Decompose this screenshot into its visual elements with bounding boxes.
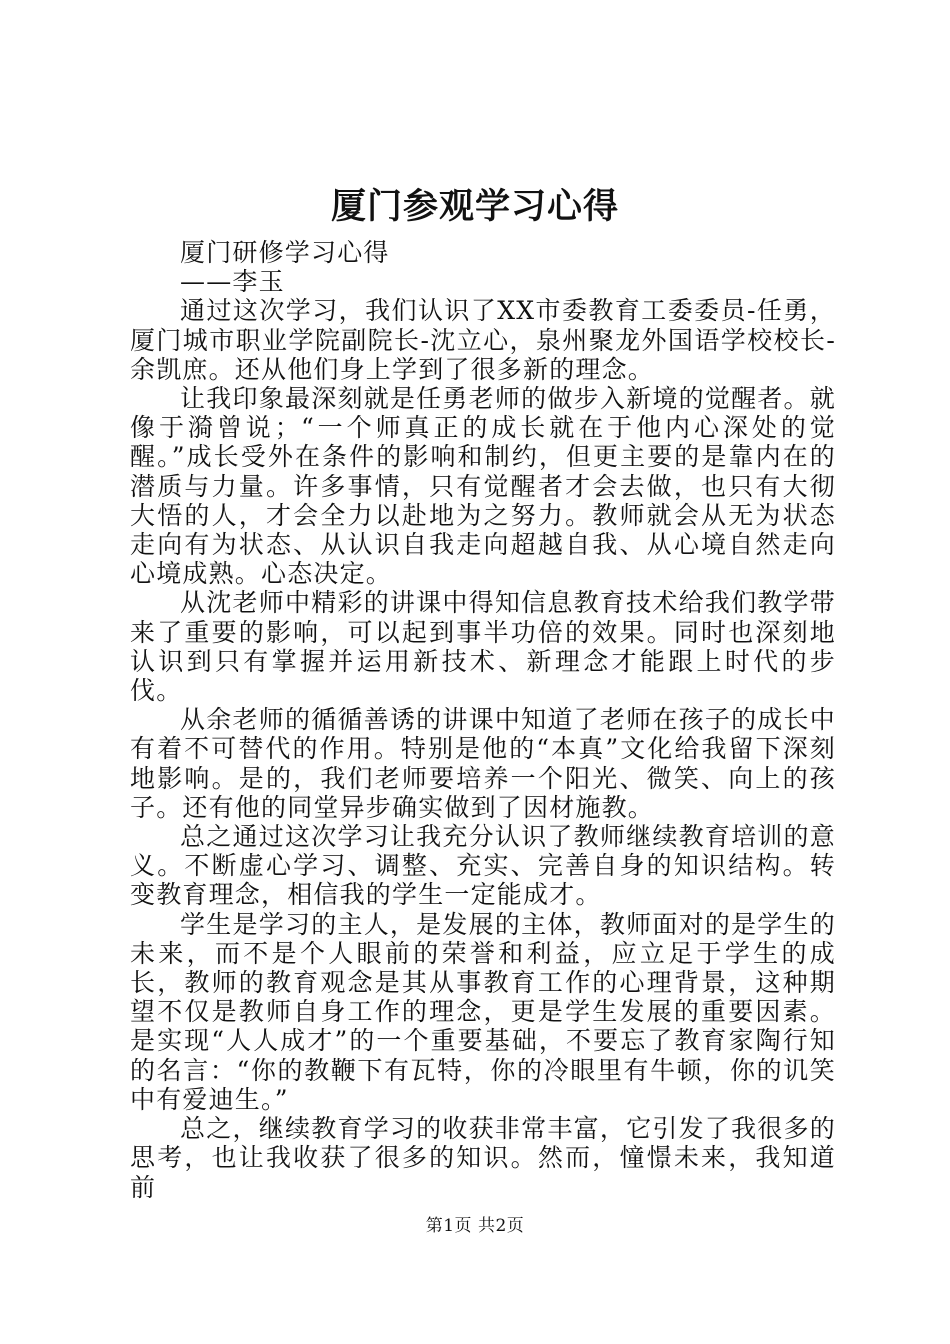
paragraph-1: 通过这次学习，我们认识了XX市委教育工委委员-任勇，厦门城市职业学院副院长-沈立心，泉州聚龙外国语学校校长-余凯庶。还从他们身上学到了很多新的理念。	[130, 296, 836, 384]
document-title: 厦门参观学习心得	[330, 186, 619, 227]
paragraph-6: 学生是学习的主人，是发展的主体，教师面对的是学生的未来，而不是个人眼前的荣誉和利益，应立足于学生的成长，教师的教育观念是其从事教育工作的心理背景，这种期望不仅是教师自身工作的理念，更是学生发展的重要因素。是实现“人人成才”的一个重要基础，不要忘了教育家陶行知的名言：“你的教鞭下有瓦特，你的冷眼里有牛顿，你的讥笑中有爱迪生。”	[130, 909, 836, 1114]
document-body	[130, 238, 836, 1202]
paragraph-5: 总之通过这次学习让我充分认识了教师继续教育培训的意义。不断虚心学习、调整、充实、完善自身的知识结构。转变教育理念，相信我的学生一定能成才。	[130, 822, 836, 910]
page-footer	[0, 1214, 950, 1238]
paragraph-3: 从沈老师中精彩的讲课中得知信息教育技术给我们教学带来了重要的影响，可以起到事半功倍的效果。同时也深刻地认识到只有掌握并运用新技术、新理念才能跟上时代的步伐。	[130, 588, 836, 706]
paragraph-4: 从余老师的循循善诱的讲课中知道了老师在孩子的成长中有着不可替代的作用。特别是他的“本真”文化给我留下深刻地影响。是的，我们老师要培养一个阳光、微笑、向上的孩子。还有他的同堂异步确实做到了因材施教。	[130, 705, 836, 822]
paragraph-2: 让我印象最深刻就是任勇老师的做步入新境的觉醒者。就像于漪曾说；“一个师真正的成长就在于他内心深处的觉醒。”成长受外在条件的影响和制约，但更主要的是靠内在的潜质与力量。许多事情，只有觉醒者才会去做，也只有大彻大悟的人，才会全力以赴地为之努力。教师就会从无为状态走向有为状态、从认识自我走向超越自我、从心境自然走向心境成熟。心态决定。	[130, 384, 836, 589]
paragraph-7: 总之，继续教育学习的收获非常丰富，它引发了我很多的思考，也让我收获了很多的知识。然而，憧憬未来，我知道前	[130, 1114, 836, 1202]
document-author: ——李玉	[180, 267, 285, 297]
page-number-indicator: 第1页 共2页	[425, 1216, 525, 1236]
document-subtitle: 厦门研修学习心得	[180, 238, 390, 267]
